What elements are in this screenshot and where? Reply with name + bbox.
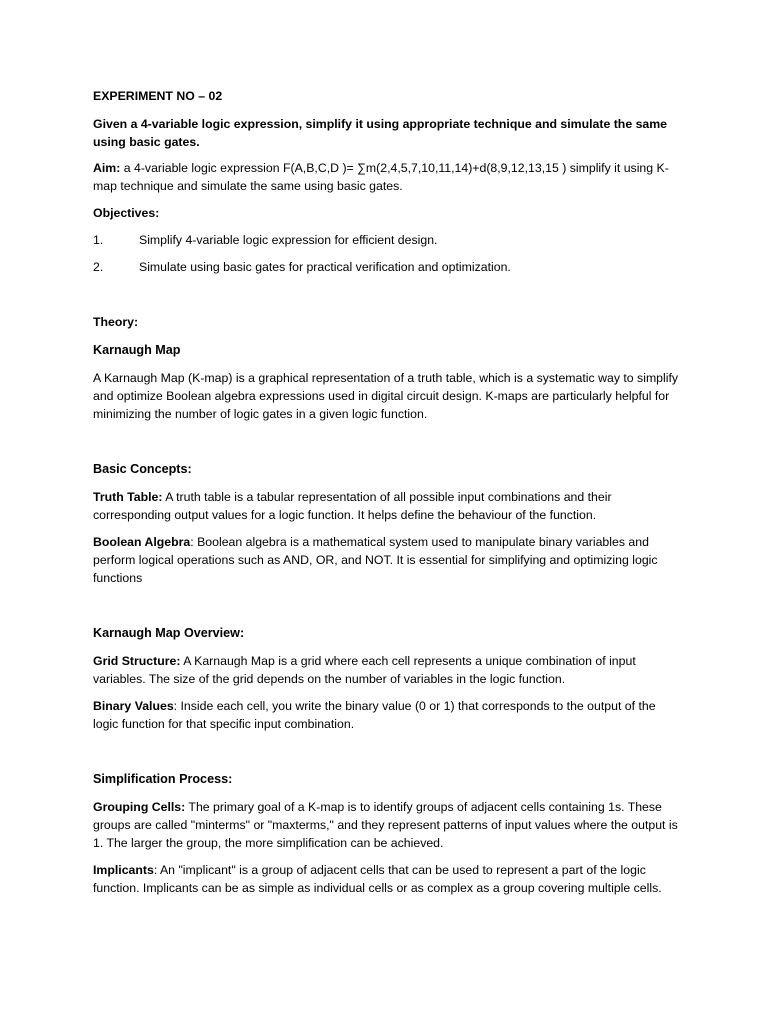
kmap-heading: Karnaugh Map [93, 343, 181, 357]
objective-text: Simulate using basic gates for practical verification and optimization. [139, 260, 511, 274]
implicants-label: Implicants [93, 863, 154, 877]
implicants-paragraph [93, 861, 683, 897]
objective-number: 2. [93, 260, 104, 274]
objective-number: 1. [93, 233, 104, 247]
grouping-cells-paragraph [93, 798, 683, 852]
grid-structure-paragraph [93, 652, 683, 688]
problem-statement: Given a 4-variable logic expression, simplify it using appropriate technique and simulate the same using basic gates. [93, 117, 668, 149]
aim-paragraph [93, 159, 683, 195]
boolean-algebra-label: Boolean Algebra [93, 535, 191, 549]
aim-label: Aim: [93, 161, 121, 175]
basic-concepts-heading: Basic Concepts: [93, 462, 192, 476]
grid-structure-label: Grid Structure: [93, 654, 181, 668]
truth-table-paragraph [93, 488, 683, 524]
objective-text: Simplify 4-variable logic expression for efficient design. [139, 233, 438, 247]
grouping-cells-label: Grouping Cells: [93, 800, 186, 814]
aim-text: a 4-variable logic expression F(A,B,C,D )= ∑m(2,4,5,7,10,11,14)+d(8,9,12,13,15 ) simplify it using K-map technique and simulate the same using basic gates. [93, 161, 669, 193]
kmap-paragraph: A Karnaugh Map (K-map) is a graphical representation of a truth table, which is a systematic way to simplify and optimize Boolean algebra expressions used in digital circuit design. K-maps are particularly helpful for minimizing the number of logic gates in a given logic function. [93, 371, 679, 421]
experiment-title: EXPERIMENT NO – 02 [93, 89, 223, 103]
truth-table-label: Truth Table: [93, 490, 163, 504]
theory-heading: Theory: [93, 315, 139, 329]
simplification-heading: Simplification Process: [93, 772, 233, 786]
truth-table-text: A truth table is a tabular representation of all possible input combinations and their corresponding output values for a logic function. It helps define the behaviour of the function. [93, 490, 612, 522]
grid-structure-text: A Karnaugh Map is a grid where each cell represents a unique combination of input variables. The size of the grid depends on the number of variables in the logic function. [93, 654, 636, 686]
overview-heading: Karnaugh Map Overview: [93, 626, 245, 640]
binary-values-text: : Inside each cell, you write the binary value (0 or 1) that corresponds to the output of the logic function for that specific input combination. [93, 699, 656, 731]
grouping-cells-text: The primary goal of a K-map is to identify groups of adjacent cells containing 1s. These groups are called "minterms" or "maxterms," and they represent patterns of input values where the output is 1. The larger the group, the more simplification can be achieved. [93, 800, 678, 850]
objectives-heading: Objectives: [93, 206, 160, 220]
binary-values-label: Binary Values [93, 699, 174, 713]
implicants-text: : An "implicant" is a group of adjacent cells that can be used to represent a part of the logic function. Implicants can be as simple as individual cells or as complex as a group covering multiple cells. [93, 863, 662, 895]
boolean-algebra-text: : Boolean algebra is a mathematical system used to manipulate binary variables and perform logical operations such as AND, OR, and NOT. It is essential for simplifying and optimizing logic functions [93, 535, 658, 585]
binary-values-paragraph [93, 697, 683, 733]
boolean-algebra-paragraph [93, 533, 683, 587]
